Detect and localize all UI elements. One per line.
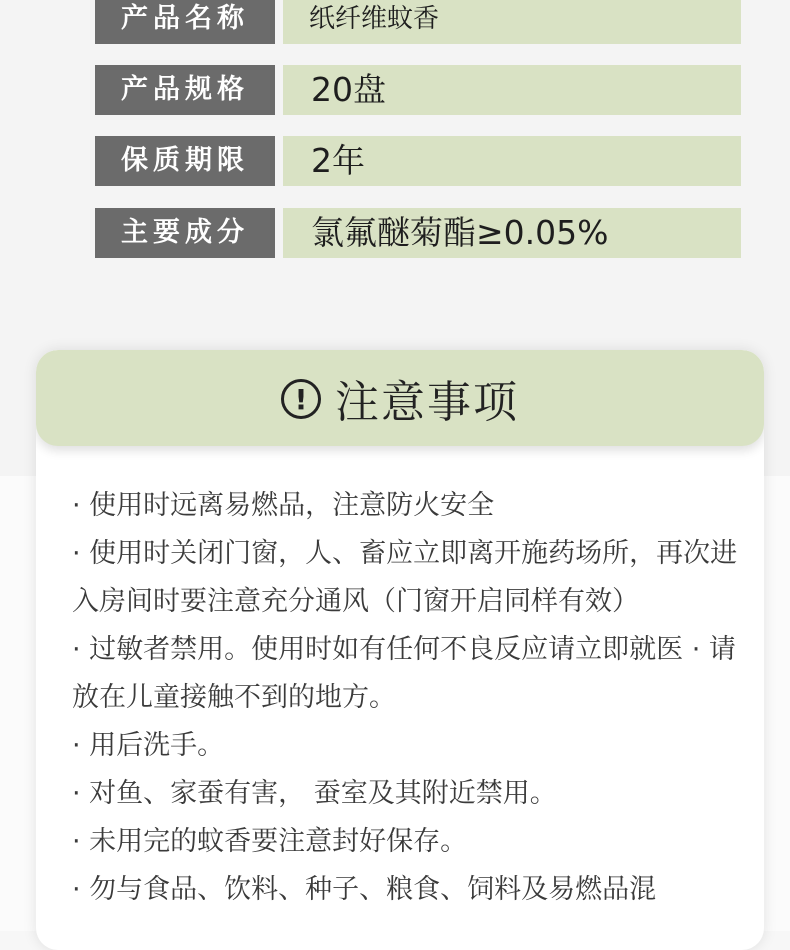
spec-row-ingredient [95,208,741,258]
spec-label: 产品名称 [95,0,275,44]
exclamation-circle-icon: ! [281,379,321,419]
spec-row-size [95,65,741,115]
spec-value: 纸纤维蚊香 [283,0,741,44]
notice-title: 注意事项 [335,377,519,428]
spec-label: 产品规格 [95,65,275,115]
spec-row-name [95,0,741,44]
list-item: · 对鱼、家蚕有害， 蚕室及其附近禁用。 [72,778,557,809]
spec-row-shelf-life [95,136,741,186]
spec-value: 2年 [283,136,741,186]
list-item: · 勿与食品、饮料、种子、粮食、饲料及易燃品混 [72,874,657,905]
notice-card [36,350,764,950]
notice-header [36,350,764,446]
list-item: · 使用时远离易燃品，注意防火安全 [72,490,495,521]
list-item: · 过敏者禁用。使用时如有任何不良反应请立即就医 · 请放在儿童接触不到的地方。 [72,634,736,713]
spec-value: 氯氟醚菊酯≥0.05% [283,208,741,258]
spec-label: 主要成分 [95,208,275,258]
list-item: · 使用时关闭门窗，人、畜应立即离开施药场所，再次进入房间时要注意充分通风（门窗开启同样有效） [72,538,738,617]
list-item: · 未用完的蚊香要注意封好保存。 [72,826,468,857]
notice-title-wrap [36,350,764,446]
list-item: · 用后洗手。 [72,730,225,761]
notice-list [72,482,744,914]
spec-value: 20盘 [283,65,741,115]
spec-label: 保质期限 [95,136,275,186]
